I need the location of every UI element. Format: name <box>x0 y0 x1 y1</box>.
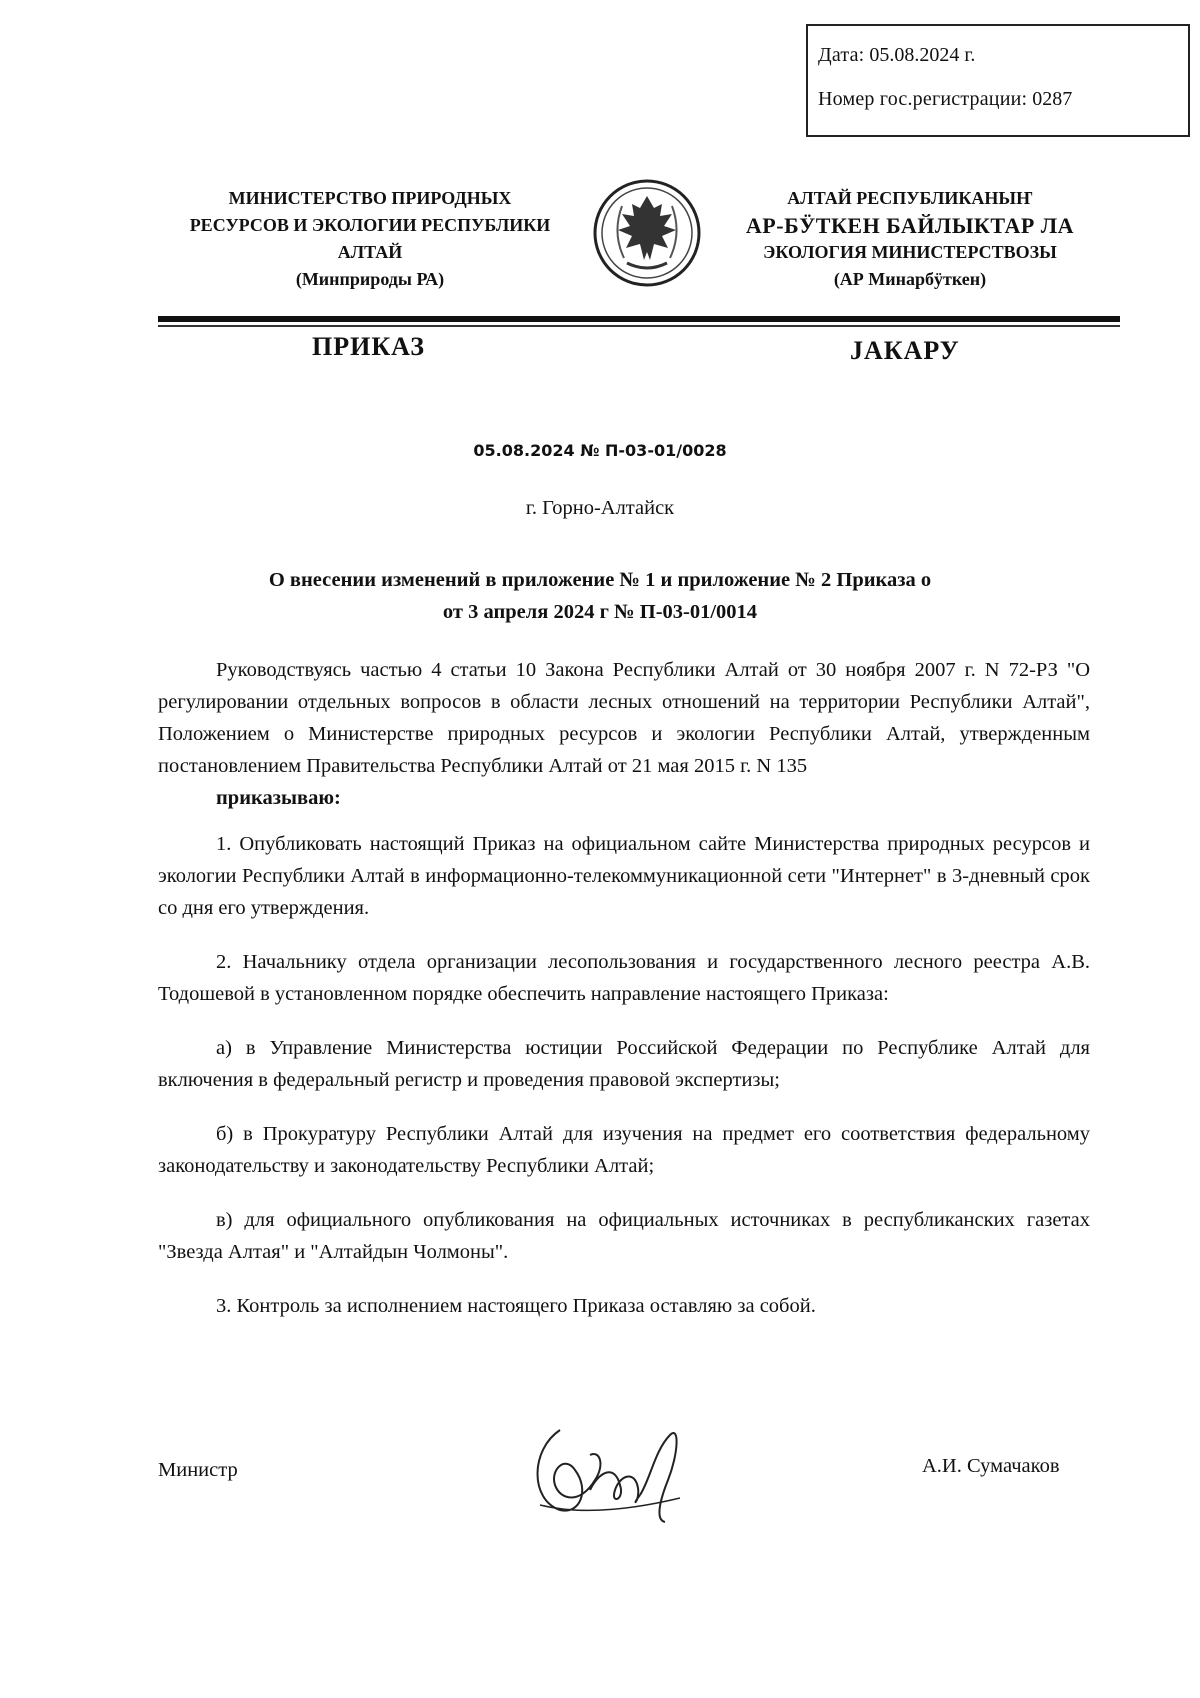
stamp-date-row <box>818 44 975 67</box>
header-left-line3: АЛТАЙ <box>337 242 403 262</box>
item-2a-paragraph: а) в Управление Министерства юстиции Российской Федерации по Республике Алтай для включения в федеральный регистр и проведения правовой экспертизы; <box>158 1037 1090 1091</box>
header-left-line1: МИНИСТЕРСТВО ПРИРОДНЫХ <box>228 188 512 208</box>
signatory-position: Министр <box>158 1459 238 1481</box>
order-word: приказываю: <box>216 787 341 809</box>
title-left: ПРИКАЗ <box>312 332 426 361</box>
header-left-line4: (Минприроды РА) <box>295 269 445 289</box>
order-subject-line2: от 3 апреля 2024 г № П-03-01/0014 <box>442 601 758 623</box>
signatory-name: А.И. Сумачаков <box>922 1455 1060 1477</box>
item-2-paragraph: 2. Начальнику отдела организации лесопользования и государственного лесного реестра А.В. Тодошевой в установленном порядке обеспечить направление настоящего Приказа: <box>158 951 1090 1005</box>
header-left <box>160 185 580 293</box>
header-right-line2: АР-БӰТКЕН БАЙЛЫКТАР ЛА <box>745 213 1075 238</box>
item-3-paragraph: 3. Контроль за исполнением настоящего Приказа оставляю за собой. <box>216 1295 816 1317</box>
item-2b-paragraph: б) в Прокуратуру Республики Алтай для изучения на предмет его соответствия федеральному законодательству и законодательству Республики Алтай; <box>158 1123 1090 1177</box>
header-right-line3: ЭКОЛОГИЯ МИНИСТЕРСТВОЗЫ <box>763 242 1057 262</box>
preamble-paragraph: Руководствуясь частью 4 статьи 10 Закона Республики Алтай от 30 ноября 2007 г. N 72-РЗ "О регулировании отдельных вопросов в области лесных отношений на территории Республики Алтай", Положением о Министерстве природных ресурсов и экологии Республики Алтай, утвержденным постановлением Правительства Республики Алтай от 21 мая 2015 г. N 135 <box>158 659 1090 777</box>
header-right-line1: АЛТАЙ РЕСПУБЛИКАНЫҤ <box>787 188 1033 208</box>
stamp-date-label: Дата: <box>818 44 865 66</box>
handwritten-signature <box>520 1410 700 1530</box>
item-2c-paragraph: в) для официального опубликования на официальных источниках в республиканских газетах "Звезда Алтая" и "Алтайдын Чолмоны". <box>158 1209 1090 1263</box>
header-divider-thin <box>158 325 1120 327</box>
order-city: г. Горно-Алтайск <box>525 497 675 519</box>
order-body <box>158 654 1090 1322</box>
republic-emblem-icon <box>592 178 702 288</box>
stamp-reg-value: 0287 <box>1032 88 1073 110</box>
registration-stamp <box>806 24 1190 137</box>
stamp-reg-row <box>818 88 1072 111</box>
stamp-date-value: 05.08.2024 г. <box>869 44 976 66</box>
order-number: 05.08.2024 № П-03-01/0028 <box>473 441 727 460</box>
header-right-line4: (АР Минарбӱткен) <box>833 269 987 289</box>
header-left-line2: РЕСУРСОВ И ЭКОЛОГИИ РЕСПУБЛИКИ <box>189 215 551 235</box>
title-right: ЈАКАРУ <box>850 336 960 365</box>
order-subject-line1: О внесении изменений в приложение № 1 и приложение № 2 Приказа о <box>268 569 932 591</box>
header-divider-thick <box>158 316 1120 322</box>
header-right <box>730 185 1090 293</box>
item-1-paragraph: 1. Опубликовать настоящий Приказ на официальном сайте Министерства природных ресурсов и экологии Республики Алтай в информационно-телекоммуникационной сети "Интернет" в 3-дневный срок со дня его утверждения. <box>158 833 1090 919</box>
stamp-reg-label: Номер гос.регистрации: <box>818 88 1028 110</box>
